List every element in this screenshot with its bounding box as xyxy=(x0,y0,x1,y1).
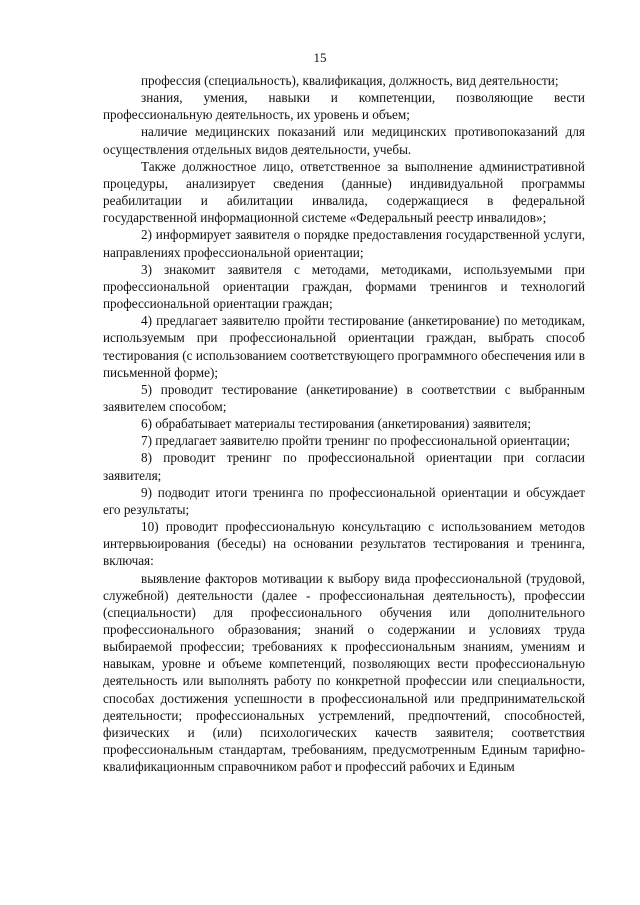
paragraph: 5) проводит тестирование (анкетирование) в соответствии с выбранным заявителем способом; xyxy=(103,381,585,414)
paragraph: 8) проводит тренинг по профессиональной ориентации при согласии заявителя; xyxy=(103,450,585,483)
paragraph: 3) знакомит заявителя с методами, методиками, используемыми при профессиональной ориентации граждан, формами тренингов и технологий профессиональной ориентации граждан; xyxy=(103,261,585,312)
paragraph: знания, умения, навыки и компетенции, позволяющие вести профессиональную деятельность, их уровень и объем; xyxy=(103,90,585,123)
paragraph: выявление факторов мотивации к выбору вида профессиональной (трудовой, служебной) деятельности (далее - профессиональная деятельность), профессии (специальности) для профессионального обучения или дополнительного профессионального образования; знаний о содержании и условиях труда выбираемой профессии; требованиях к профессиональным знаниям, умениям и навыкам, уровне и объеме компетенций, позволяющих вести профессиональную деятельность или выполнять работу по конкретной профессии или специальности, способах достижения успешности в профессиональной или предпринимательской деятельности; профессиональных устремлений, предпочтений, способностей, физических и (или) психологических качеств заявителя; соответствия профессиональным стандартам, требованиям, предусмотренным Единым тарифно-квалификационным справочником работ и профессий рабочих и Единым xyxy=(103,570,585,775)
paragraph: 9) подводит итоги тренинга по профессиональной ориентации и обсуждает его результаты; xyxy=(103,484,585,517)
paragraph: профессия (специальность), квалификация, должность, вид деятельности; xyxy=(141,73,559,88)
paragraph: 6) обрабатывает материалы тестирования (анкетирования) заявителя; xyxy=(141,416,531,432)
paragraph: 2) информирует заявителя о порядке предоставления государственной услуги, направлениях профессиональной ориентации; xyxy=(103,227,585,260)
page-number: 15 xyxy=(313,50,327,65)
paragraph: 10) проводит профессиональную консультацию с использованием методов интервьюирования (беседы) на основании результатов тестирования и тренинга, включая: xyxy=(103,519,585,569)
paragraph: Также должностное лицо, ответственное за выполнение административной процедуры, анализирует сведения (данные) индивидуальной программы реабилитации и абилитации инвалида, содержащиеся в федеральной государственной информационной системе «Федеральный реестр инвалидов»; xyxy=(103,158,585,226)
paragraph: наличие медицинских показаний или медицинских противопоказаний для осуществления отдельных видов деятельности, учебы. xyxy=(103,124,585,157)
document-body xyxy=(103,72,585,775)
paragraph: 7) предлагает заявителю пройти тренинг по профессиональной ориентации; xyxy=(141,433,571,449)
paragraph: 4) предлагает заявителю пройти тестирование (анкетирование) по методикам, используемым при профессиональной ориентации граждан, выбрать способ тестирования (с использованием соответствующего программного обеспечения или в письменной форме); xyxy=(103,313,585,380)
